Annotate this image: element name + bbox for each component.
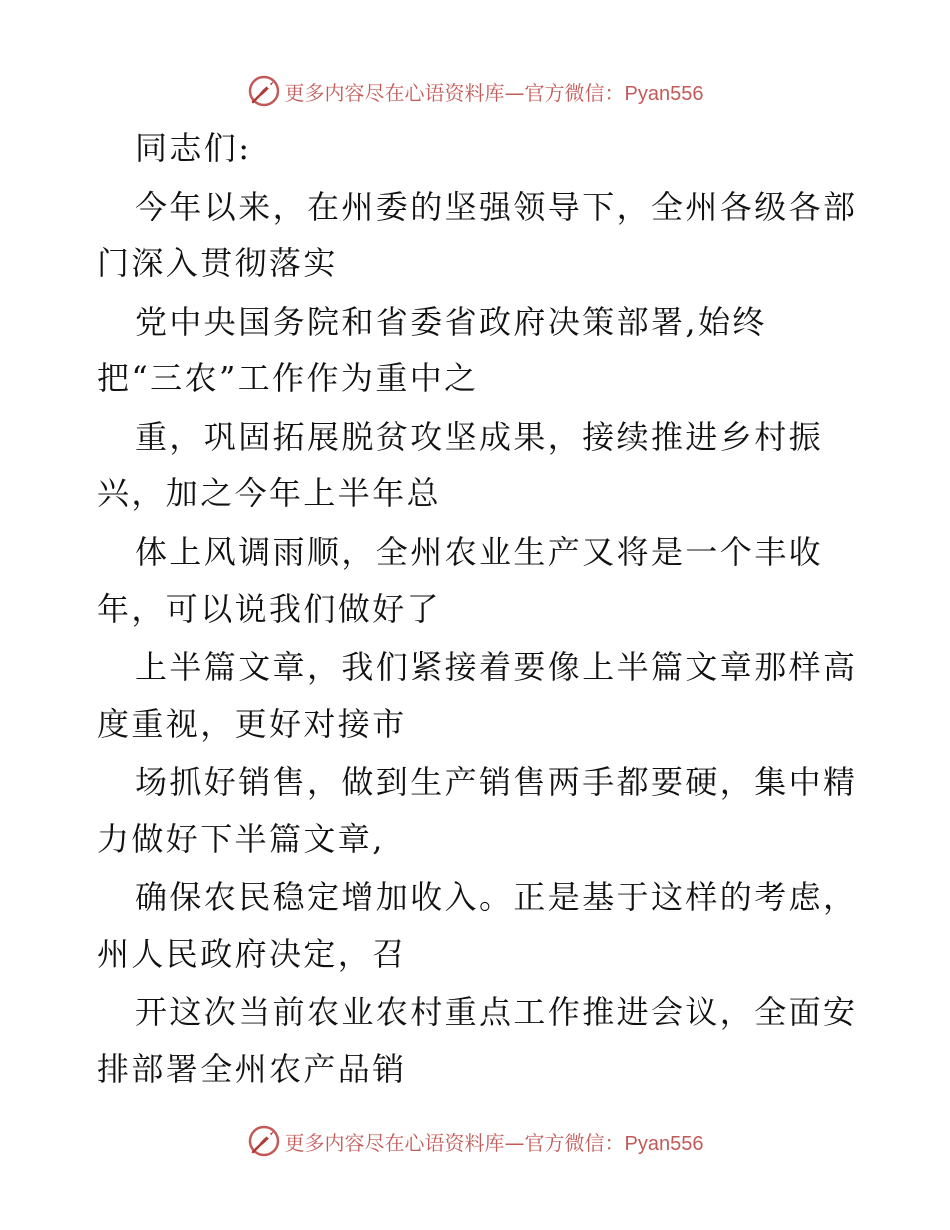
watermark-wechat-id: Pyan556 [624, 82, 704, 105]
body-line: 排部署全州农产品销 [97, 1050, 407, 1088]
body-line: 上半篇文章，我们紧接着要像上半篇文章那样高 [135, 648, 858, 686]
body-line: 开这次当前农业农村重点工作推进会议，全面安 [135, 993, 858, 1031]
salutation: 同志们: [135, 129, 252, 167]
quill-logo-icon [247, 1124, 281, 1158]
body-line: 兴，加之今年上半年总 [97, 474, 442, 512]
watermark-text: 更多内容尽在心语资料库—官方微信： [284, 1130, 625, 1155]
body-line: 门深入贯彻落实 [97, 244, 338, 282]
body-line: 体上风调雨顺，全州农业生产又将是一个丰收 [135, 533, 824, 571]
body-line: 重，巩固拓展脱贫攻坚成果，接续推进乡村振 [135, 418, 824, 456]
footer-watermark [0, 1121, 950, 1161]
body-line: 场抓好销售，做到生产销售两手都要硬，集中精 [135, 763, 858, 801]
body-line: 今年以来，在州委的坚强领导下，全州各级各部 [135, 188, 858, 226]
header-watermark [0, 71, 950, 111]
watermark-text: 更多内容尽在心语资料库—官方微信： [284, 80, 625, 105]
body-line: 把“三农”工作作为重中之 [97, 359, 479, 397]
body-line: 州人民政府决定，召 [97, 935, 407, 973]
watermark-wechat-id: Pyan556 [624, 1132, 704, 1155]
body-line: 年，可以说我们做好了 [97, 590, 442, 628]
body-line: 度重视，更好对接市 [97, 705, 407, 743]
body-line: 党中央国务院和省委省政府决策部署,始终 [135, 303, 767, 341]
quill-logo-icon [247, 74, 281, 108]
body-line: 力做好下半篇文章, [97, 820, 385, 858]
body-line: 确保农民稳定增加收入。正是基于这样的考虑， [135, 878, 858, 916]
